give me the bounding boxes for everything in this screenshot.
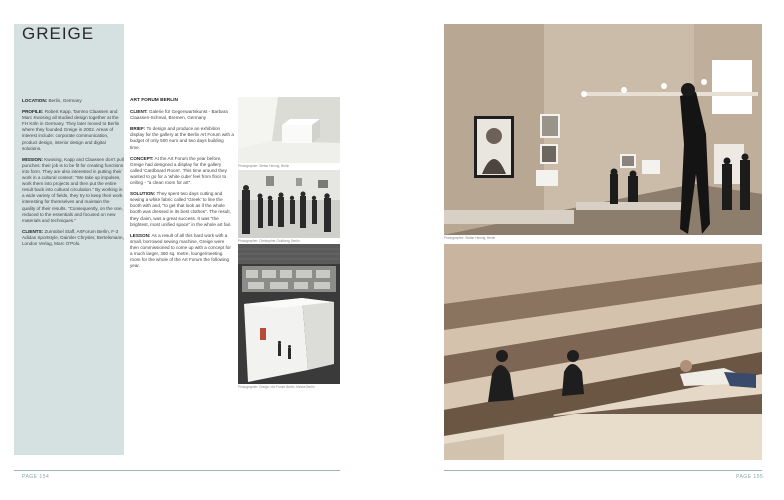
mission-text: Kwosing, Kapp and Claassen don't pull punches: their job is to be fit for creating functions into form. They are also interested in putting their work in a cultural context: "We take up impulses, work them into projects and then put the entire result back into cultural circulation." By working in a wide variety of fields, they try to keep their work interesting for themselves and maintain the quality of their results. "Consequently, on the one, reduced to the essentials and focused on new materials and techniques." [22, 156, 124, 223]
caption-photo-3: Photographer: Greige / Art Forum Berlin, Messe Berlin [238, 385, 315, 389]
solution-paragraph [130, 191, 234, 228]
location-paragraph [22, 98, 124, 104]
photo-lounge-tiers [444, 244, 762, 460]
footer-rule-left [14, 470, 340, 471]
concept-text: At the Art Forum the year before, Greige had designed a display for the gallery called 'Cardboard Room'. This time around they wanted to go for a 'white cube' feel from floor to ceiling - "a clean room for art". [130, 155, 227, 186]
brief-text: To design and produce an exhibition display for the gallery at the Berlin Art Forum with a budget of only 500 euro and two days building time. [130, 126, 234, 150]
brief-label: BRIEF: [130, 126, 146, 132]
brief-paragraph [130, 126, 234, 150]
page-number-right: PAGE 155 [736, 474, 764, 480]
project-column [130, 98, 234, 274]
page-title: GREIGE [22, 24, 95, 43]
client-paragraph [130, 109, 234, 121]
photo-opening-crowd [238, 170, 340, 238]
clients-text: Zumtobel Staff, ArtForum Berlin, F-3 Adidas Sportstyle, Daimler Chrysler, Bertelsmann, London Verlag, Marc O'Polo. [22, 228, 124, 246]
mission-label: MISSION: [22, 156, 43, 162]
client-label: CLIENT: [130, 109, 148, 115]
solution-text: They spent two days cutting and sewing a white fabric called 'Greek' to line the booth with and, "to get that look as if the whole booth was dressed in its best clothes". The result, they claim, was a great success. It was "the brightest, most unified space" in the whole art fair. [130, 191, 232, 227]
photo-exhibition-hall [238, 244, 340, 384]
page-number-left: PAGE 154 [22, 474, 50, 480]
caption-large-photo-1: Photographer: Stefan Hennig, Berlin [444, 236, 496, 240]
profile-paragraph [22, 109, 124, 152]
profile-label: PROFILE: [22, 109, 44, 115]
profile-column [22, 98, 124, 252]
mission-paragraph [22, 157, 124, 224]
solution-label: SOLUTION: [130, 191, 156, 197]
caption-photo-2: Photographer: Christopher Goldberg, Berlin [238, 239, 300, 243]
clients-paragraph [22, 229, 124, 247]
photo-gallery-booth [444, 24, 762, 235]
clients-label: CLIENTS: [22, 228, 44, 234]
lesson-text: As a result of all this hard work with a small, borrowed sewing machine, Greige were then commissioned to come up with a concept for a much larger, 360 sq. metre, lounge/meeting room for the whole of the Art Forum the following year. [130, 232, 231, 269]
location-text: Berlin, Germany [48, 98, 82, 103]
footer-rule-right [444, 470, 762, 471]
profile-text: Robert Kapp, Tammo Claassen and Marc Kwosing all studied design together at the FH Köln in Germany. They later moved to Berlin where they founded Greige in 2002. Areas of interest include: corporate communication, product design, interior design and digital solutions. [22, 109, 120, 151]
lesson-label: LESSON: [130, 232, 151, 238]
location-label: LOCATION: [22, 98, 48, 103]
concept-paragraph [130, 156, 234, 186]
project-heading: ART FORUM BERLIN [130, 98, 178, 103]
lesson-paragraph [130, 233, 234, 270]
client-text: Galerie für Gegenwartskunst - Barbara Claassen-Schmal, Bremen, Germany [130, 109, 228, 121]
photo-white-cube [238, 97, 340, 163]
concept-label: CONCEPT: [130, 155, 154, 161]
caption-photo-1: Photographer: Stefan Hennig, Berlin [238, 164, 290, 168]
